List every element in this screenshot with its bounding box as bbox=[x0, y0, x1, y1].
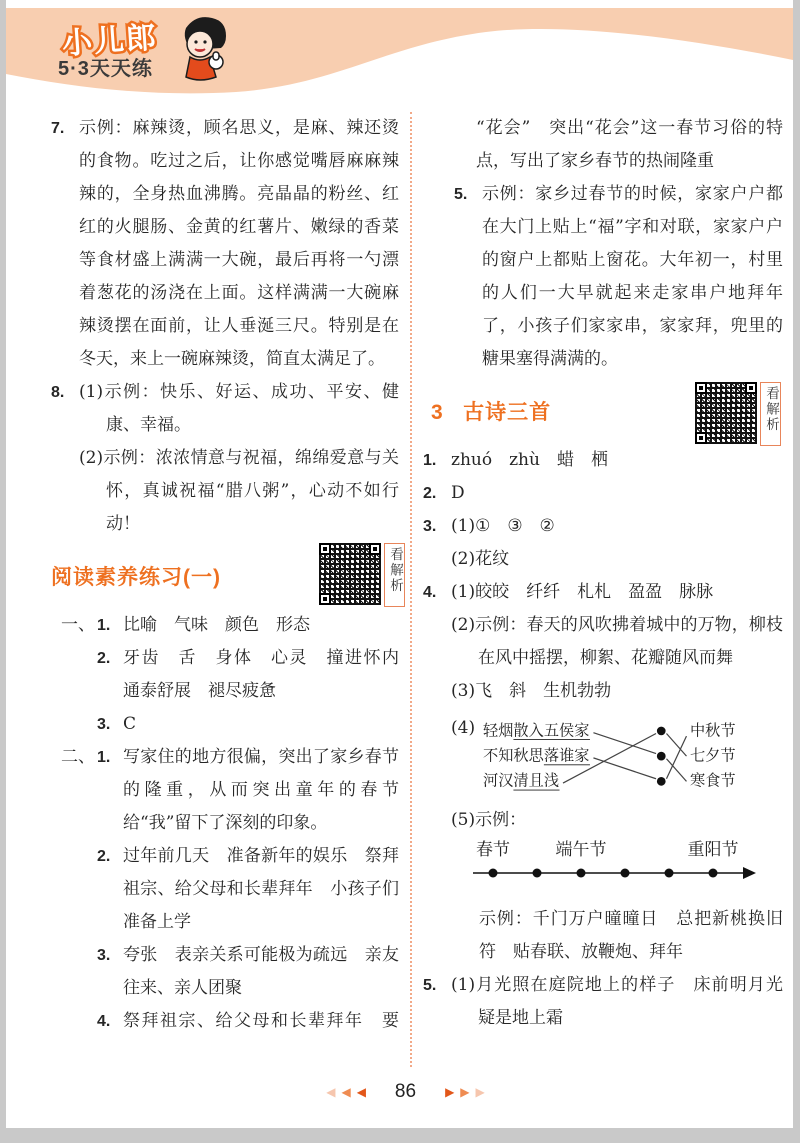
sub-answer-1: (1)皎皎 纤纤 札札 盈盈 脉脉 bbox=[451, 582, 714, 602]
question-5 bbox=[423, 969, 800, 1035]
sub-answer-2: (2)示例：浓浓情意与祝福，绵绵爱意与关怀，真诚祝福“腊八粥”，心动不如行动！ bbox=[79, 448, 399, 534]
qr-block bbox=[319, 543, 405, 607]
matching-diagram bbox=[451, 712, 783, 802]
item-number: 2. bbox=[423, 485, 437, 502]
sub-answer-1: (1)① ③ ② bbox=[451, 516, 555, 536]
left-column bbox=[51, 112, 416, 1038]
festival-cold-food: 寒食节 bbox=[689, 771, 736, 790]
row-number: 3. bbox=[97, 947, 111, 964]
sub-answer-3: (3)飞 斜 生机勃勃 bbox=[451, 681, 612, 701]
page-forward-arrow-icon: ▶ bbox=[460, 1085, 470, 1099]
qr-caption: 看解析 bbox=[760, 382, 781, 446]
row-number: 2. bbox=[97, 650, 111, 667]
sub-answer-2: (2)示例：春天的风吹拂着城中的万物，柳枝在风中摇摆，柳絮、花瓣随风而舞 bbox=[451, 615, 783, 668]
item-number: 5. bbox=[423, 977, 437, 994]
lesson-title: 古诗三首 bbox=[463, 401, 552, 424]
row-number: 2. bbox=[97, 848, 111, 865]
item4-continuation: “花会” 突出“花会”这一春节习俗的特点，写出了家乡春节的热闹隆重 bbox=[476, 118, 783, 171]
item-number: 8. bbox=[51, 384, 65, 401]
row-text: 比喻 气味 颜色 形态 bbox=[123, 615, 310, 635]
sub-answer-5-text: 示例：千门万户曈曈日 总把新桃换旧符 贴春联、放鞭炮、拜年 bbox=[479, 909, 783, 962]
part-label: 二、 bbox=[61, 747, 95, 767]
question-1 bbox=[423, 444, 783, 477]
row-number: 3. bbox=[97, 716, 111, 733]
answer-item-5 bbox=[454, 178, 783, 376]
qr-caption: 看解析 bbox=[384, 543, 405, 607]
row-text: 牙齿 舌 身体 心灵 撞进怀内 通泰舒展 褪尽疲惫 bbox=[123, 648, 416, 701]
item-text: 示例：家乡过春节的时候，家家户户都在大门上贴上“福”字和对联，家家户户的窗户上都贴上窗花。大年初一，村里的人们一大早就起来走家串户地拜年了，小孩子们家家串，家家拜，兜里的糖果塞得满满的。 bbox=[482, 184, 783, 369]
festival-timeline bbox=[471, 839, 783, 903]
qr-block bbox=[695, 382, 781, 446]
sub-answer-4-label: (4) bbox=[451, 718, 476, 738]
item-number: 4. bbox=[423, 584, 437, 601]
row-text: 祭拜祖宗、给父母和长辈拜年 要 bbox=[123, 1011, 399, 1031]
part2-row-2 bbox=[51, 840, 399, 939]
right-column bbox=[423, 112, 800, 1035]
column-divider bbox=[410, 112, 412, 1067]
festival-mid-autumn: 中秋节 bbox=[689, 721, 736, 740]
poem-line-1-pre: 轻烟 bbox=[483, 721, 514, 740]
poem-line-2-underlined: 落谁家 bbox=[543, 746, 590, 765]
section-reading-practice bbox=[51, 547, 403, 599]
question-3 bbox=[423, 510, 783, 576]
item-text: zhuó zhù 蜡 栖 bbox=[451, 450, 608, 470]
brand-series-text: 5·3天天练 bbox=[58, 58, 153, 80]
qr-code bbox=[319, 543, 381, 605]
page-back-arrow-icon: ◀ bbox=[341, 1085, 351, 1099]
page-footer bbox=[12, 1072, 799, 1112]
lesson-number: 3 bbox=[431, 401, 444, 424]
item-text: D bbox=[451, 483, 465, 503]
row-text: 写家住的地方很偏，突出了家乡春节的隆重，从而突出童年的春节给“我”留下了深刻的印象。 bbox=[123, 747, 399, 833]
sub-answer-2: (2)花纹 bbox=[451, 549, 510, 569]
page-back-arrow-icon: ◀ bbox=[326, 1085, 336, 1099]
answer-item-7 bbox=[51, 112, 399, 376]
item-number: 5. bbox=[454, 186, 468, 203]
qr-code bbox=[695, 382, 757, 444]
part2-row-1 bbox=[51, 741, 399, 840]
festival-qixi: 七夕节 bbox=[689, 746, 736, 765]
row-text: C bbox=[123, 714, 137, 734]
brand-logo-text: 小儿郎 bbox=[60, 20, 160, 62]
question-4 bbox=[423, 576, 783, 969]
page-forward-arrow-icon: ▶ bbox=[475, 1085, 485, 1099]
page-back-arrow-icon: ◀ bbox=[356, 1085, 366, 1099]
poem-line-2-pre: 不知秋思 bbox=[483, 746, 544, 765]
item-number: 7. bbox=[51, 120, 65, 137]
answer-item-8 bbox=[51, 376, 399, 541]
item-text: 示例：麻辣烫，顾名思义，是麻、辣还烫的食物。吃过之后，让你感觉嘴唇麻麻辣辣的，全身热血沸腾。亮晶晶的粉丝、红红的火腿肠、金黄的红薯片、嫩绿的香菜等食材盛上满满一大碗，最后再将一勺漂着葱花的汤浇在上面。这样满满一大碗麻辣烫摆在面前，让人垂涎三尺。特别是在冬天，来上一碗麻辣烫，简直太满足了。 bbox=[79, 118, 399, 369]
mascot-boy-icon bbox=[185, 17, 226, 80]
page-number: 86 bbox=[394, 1081, 417, 1102]
timeline-arrow-diagram bbox=[471, 839, 761, 891]
section-title: 阅读素养练习(一) bbox=[51, 566, 221, 589]
sub-answer-1: (1)示例：快乐、好运、成功、平安、健康、幸福。 bbox=[79, 382, 399, 435]
poem-festival-matching-diagram bbox=[483, 712, 783, 802]
row-text: 过年前几天 准备新年的娱乐 祭拜祖宗、给父母和长辈拜年 小孩子们准备上学 bbox=[123, 846, 399, 932]
timeline-label-double-ninth: 重阳节 bbox=[687, 840, 739, 860]
poem-line-3-pre: 河汉 bbox=[483, 771, 514, 790]
row-number: 1. bbox=[97, 617, 111, 634]
part-label: 一、 bbox=[61, 615, 95, 635]
timeline-label-spring-festival: 春节 bbox=[476, 840, 510, 860]
item-number: 1. bbox=[423, 452, 437, 469]
section-lesson-3 bbox=[431, 386, 783, 434]
row-text: 夸张 表亲关系可能极为疏远 亲友往来、亲人团聚 bbox=[123, 945, 399, 998]
part1-row-3 bbox=[51, 708, 399, 741]
row-number: 4. bbox=[97, 1013, 111, 1030]
part1-row-1 bbox=[51, 609, 399, 642]
part2-row-3 bbox=[51, 939, 399, 1005]
book-page bbox=[6, 0, 800, 1128]
row-number: 1. bbox=[97, 749, 111, 766]
sub-answer-1: (1)月光照在庭院地上的样子 床前明月光 疑是地上霜 bbox=[451, 975, 800, 1028]
question-2 bbox=[423, 477, 783, 510]
page-forward-arrow-icon: ▶ bbox=[445, 1085, 455, 1099]
part2-row-4 bbox=[51, 1005, 399, 1038]
item-number: 3. bbox=[423, 518, 437, 535]
timeline-label-dragon-boat: 端午节 bbox=[555, 840, 607, 860]
sub-answer-5-label: (5)示例： bbox=[451, 810, 527, 830]
poem-line-3-underlined: 清且浅 bbox=[513, 771, 560, 790]
part1-row-2 bbox=[51, 642, 416, 708]
poem-line-1-underlined: 散入五侯家 bbox=[513, 721, 590, 740]
